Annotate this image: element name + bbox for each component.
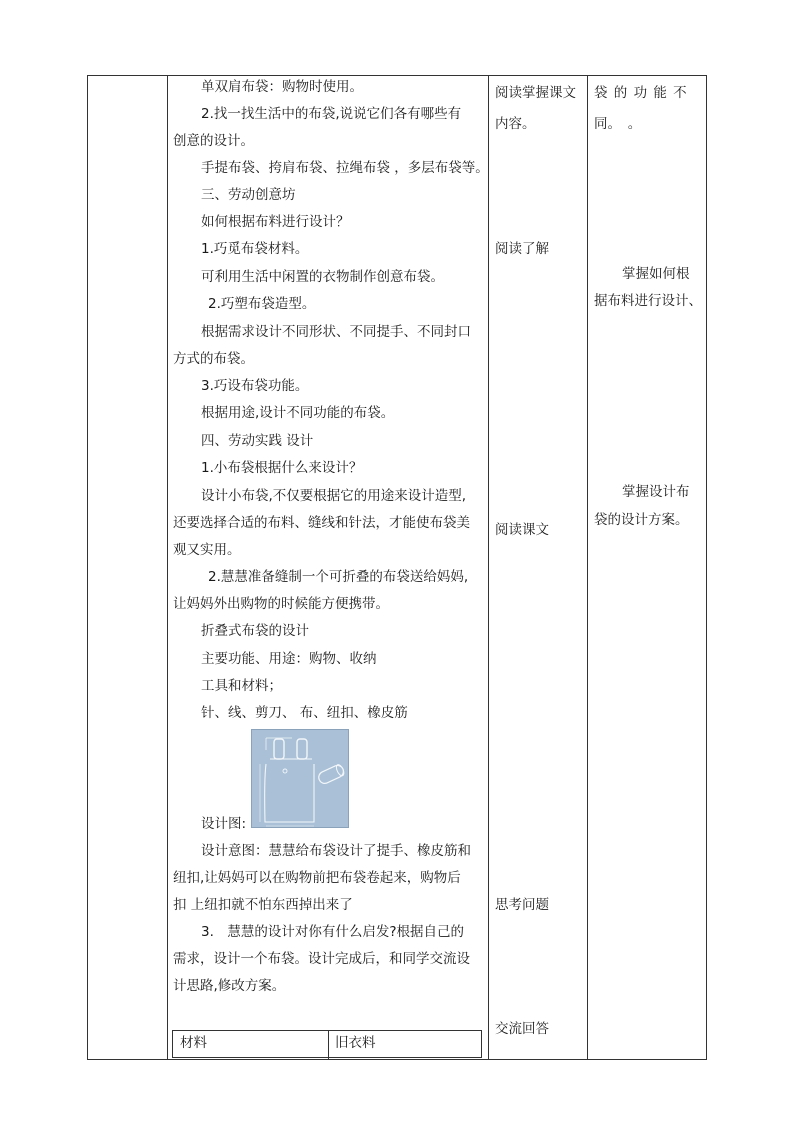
intent-text: 同。 。 xyxy=(594,116,642,132)
content-line: 3. 慧慧的设计对你有什么启发?根据自己的 xyxy=(201,924,465,940)
content-line: 单双肩布袋：购物时使用。 xyxy=(201,79,363,95)
content-line: 方式的布袋。 xyxy=(173,351,254,367)
table-top-border xyxy=(87,75,707,76)
activity-text: 阅读掌握课文 xyxy=(495,85,576,101)
content-line: 创意的设计。 xyxy=(173,133,254,149)
bag-design-figure xyxy=(251,729,349,828)
content-line: 还要选择合适的布料、缝线和针法，才能使布袋美 xyxy=(173,515,470,531)
content-line: 设计小布袋,不仅要根据它的用途来设计造型, xyxy=(201,488,467,504)
intent-text: 袋的设计方案。 xyxy=(594,512,689,528)
content-line: 2.巧塑布袋造型。 xyxy=(208,296,316,312)
content-line: 1.小布袋根据什么来设计？ xyxy=(201,460,363,476)
table-col-border-2 xyxy=(167,75,168,1059)
content-line: 可利用生活中闲置的衣物制作创意布袋。 xyxy=(201,269,444,285)
content-line: 1.巧觅布袋材料。 xyxy=(201,241,309,257)
activity-text: 内容。 xyxy=(495,116,536,132)
content-line: 纽扣,让妈妈可以在购物前把布袋卷起来，购物后 xyxy=(173,870,461,886)
content-line: 工具和材料； xyxy=(201,678,282,694)
content-line: 2.慧慧准备缝制一个可折叠的布袋送给妈妈, xyxy=(208,569,469,585)
table-col-border-4 xyxy=(587,75,588,1059)
content-line: 折叠式布袋的设计 xyxy=(201,623,309,639)
activity-text: 阅读课文 xyxy=(495,522,549,538)
table-bottom-border xyxy=(87,1059,707,1060)
content-line: 设计意图：慧慧给布袋设计了提手、橡皮筋和 xyxy=(201,843,471,859)
materials-label: 材料 xyxy=(180,1035,207,1051)
materials-table xyxy=(172,1030,482,1058)
content-line: 主要功能、用途：购物、收纳 xyxy=(201,651,377,667)
bag-design-drawing xyxy=(252,730,349,828)
content-line: 3.巧设布袋功能。 xyxy=(201,378,309,394)
content-line: 扣 上纽扣就不怕东西掉出来了 xyxy=(173,897,353,913)
intent-text: 据布料进行设计、 xyxy=(594,293,702,309)
materials-value: 旧衣料 xyxy=(335,1035,376,1051)
table-col-border-3 xyxy=(488,75,489,1059)
content-line: 2.找一找生活中的布袋,说说它们各有哪些有 xyxy=(201,106,462,122)
activity-text: 思考问题 xyxy=(495,897,549,913)
content-line: 如何根据布料进行设计？ xyxy=(201,214,350,230)
content-line: 让妈妈外出购物的时候能方便携带。 xyxy=(173,596,389,612)
activity-text: 交流回答 xyxy=(495,1021,549,1037)
content-line: 观又实用。 xyxy=(173,542,241,558)
table-col-border-5 xyxy=(706,75,707,1059)
section-heading: 四、劳动实践 设计 xyxy=(201,433,314,449)
table-col-border-1 xyxy=(87,75,88,1059)
content-line: 根据用途,设计不同功能的布袋。 xyxy=(201,405,395,421)
figure-caption: 设计图: xyxy=(201,816,247,832)
activity-text: 阅读了解 xyxy=(495,241,549,257)
intent-text: 袋 的 功 能 不 xyxy=(594,85,688,101)
materials-table-divider xyxy=(328,1031,329,1059)
intent-text: 掌握设计布 xyxy=(622,484,690,500)
content-line: 需求，设计一个布袋。设计完成后，和同学交流设 xyxy=(173,951,470,967)
content-line: 根据需求设计不同形状、不同提手、不同封口 xyxy=(201,324,471,340)
content-line: 针、线、剪刀、 布、纽扣、橡皮筋 xyxy=(201,705,408,721)
content-line: 手提布袋、挎肩布袋、拉绳布袋 ，多层布袋等。 xyxy=(201,160,489,176)
intent-text: 掌握如何根 xyxy=(622,266,690,282)
content-line: 计思路,修改方案。 xyxy=(173,978,286,994)
section-heading: 三、劳动创意坊 xyxy=(201,187,296,203)
